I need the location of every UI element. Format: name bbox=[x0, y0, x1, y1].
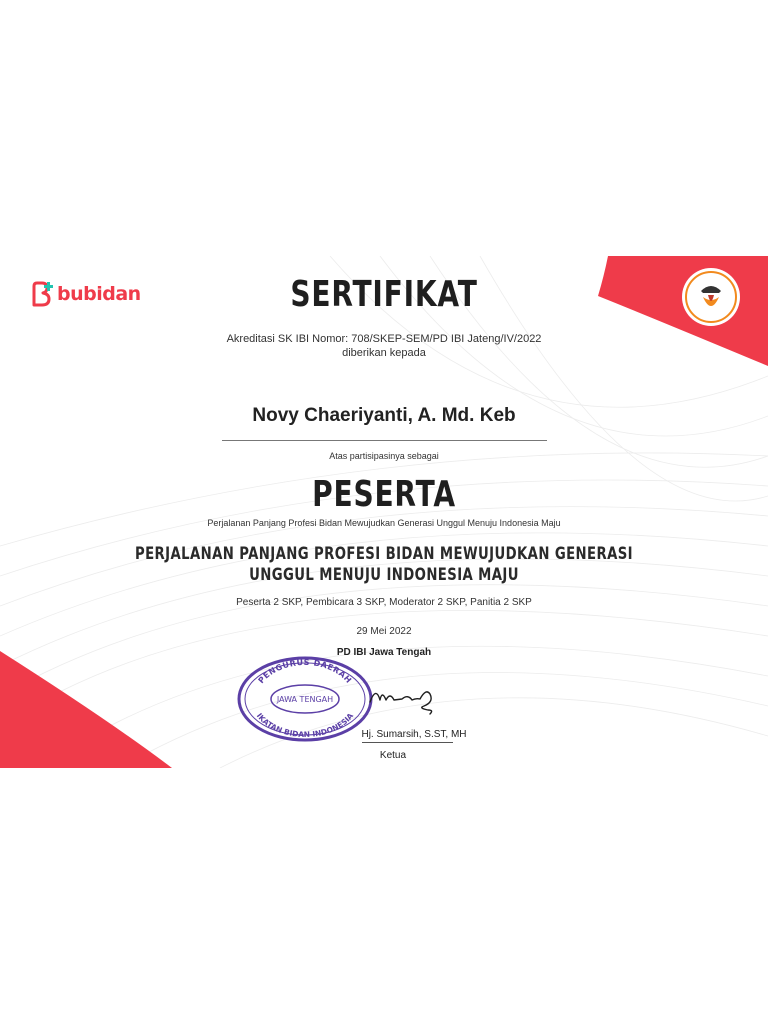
event-name-line-1: PERJALANAN PANJANG PROFESI BIDAN MEWUJUDKAN GENERASI bbox=[134, 544, 634, 564]
signer-underline bbox=[362, 742, 453, 743]
recipient-name: Novy Chaeriyanti, A. Md. Keb bbox=[252, 405, 516, 426]
bubidan-logo-icon bbox=[30, 280, 56, 308]
participation-label: Atas partisipasinya sebagai bbox=[329, 451, 439, 461]
issue-date: 29 Mei 2022 bbox=[356, 626, 412, 637]
certificate-title: SERTIFIKAT bbox=[290, 274, 478, 315]
name-underline bbox=[222, 440, 547, 441]
ikatan-bidan-indonesia-emblem bbox=[681, 267, 741, 327]
accreditation-text: Akreditasi SK IBI Nomor: 708/SKEP-SEM/PD IBI Jateng/IV/2022 bbox=[226, 333, 542, 345]
stamp-top-text: PENGURUS DAERAH bbox=[256, 657, 354, 686]
signer-name: Hj. Sumarsih, S.ST, MH bbox=[361, 729, 467, 740]
event-name-heading bbox=[84, 544, 683, 586]
bottom-left-red-corner bbox=[0, 651, 180, 768]
stamp-center-text: JAWA TENGAH bbox=[276, 695, 334, 704]
issuing-organization: PD IBI Jawa Tengah bbox=[336, 647, 432, 658]
participant-role: PESERTA bbox=[312, 474, 456, 515]
certificate bbox=[0, 256, 768, 768]
event-name-line-2: UNGGUL MENUJU INDONESIA MAJU bbox=[249, 565, 519, 585]
given-to-label: diberikan kepada bbox=[342, 347, 426, 359]
handwritten-signature bbox=[368, 680, 438, 716]
signer-position: Ketua bbox=[379, 750, 407, 761]
event-name-small: Perjalanan Panjang Profesi Bidan Mewujudkan Generasi Unggul Menuju Indonesia Maju bbox=[207, 518, 561, 528]
brand-name: bubidan bbox=[57, 283, 141, 305]
svg-text:PENGURUS DAERAH bbox=[257, 658, 354, 685]
stamp-bottom-text: IKATAN BIDAN INDONESIA bbox=[254, 711, 356, 740]
skp-credits: Peserta 2 SKP, Pembicara 3 SKP, Moderator 2 SKP, Panitia 2 SKP bbox=[236, 597, 532, 608]
